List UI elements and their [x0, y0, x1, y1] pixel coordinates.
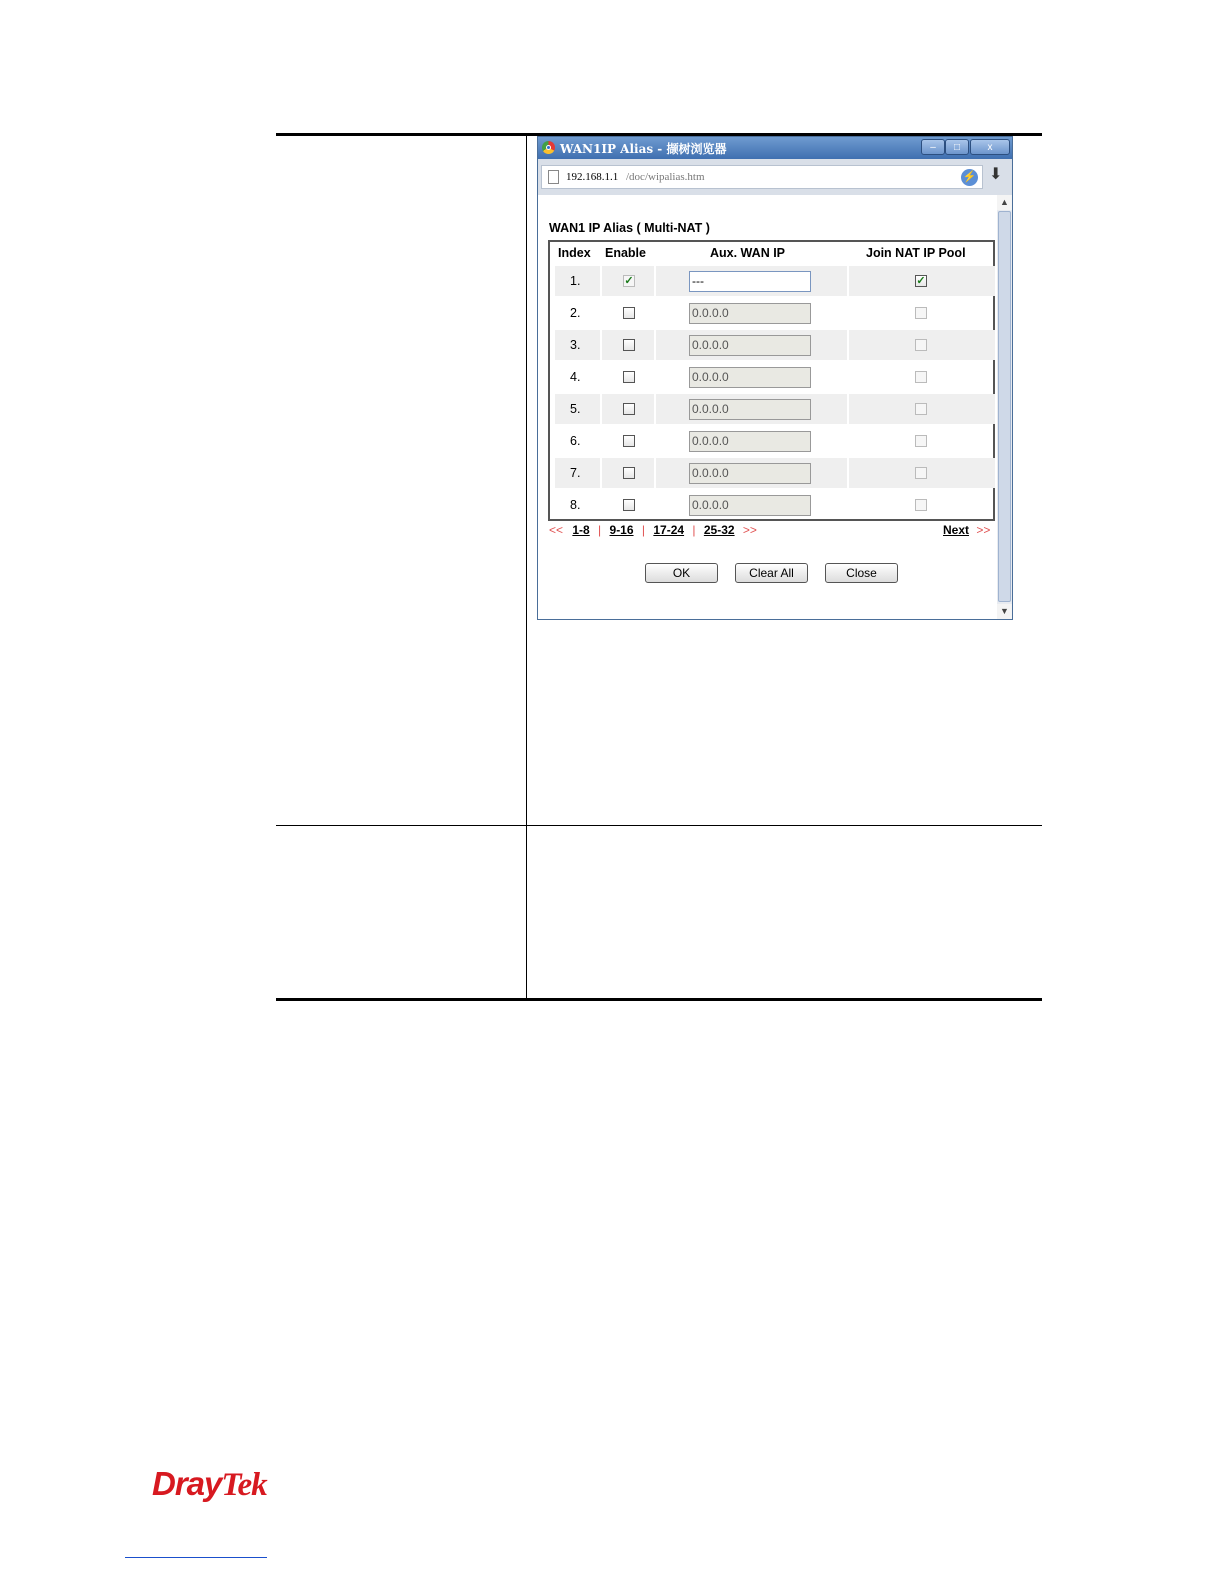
window-title: WAN1IP Alias - 撷树浏览器	[560, 142, 727, 156]
join-pool-cell	[849, 266, 995, 296]
page-title: WAN1 IP Alias ( Multi-NAT )	[549, 221, 710, 235]
pager-separator: |	[692, 523, 696, 537]
aux-wan-ip-input[interactable]: 0.0.0.0	[689, 431, 811, 452]
footer-link-underline	[125, 1557, 267, 1558]
row-index: 7.	[570, 466, 581, 480]
enable-cell	[602, 426, 654, 456]
row-index: 1.	[570, 274, 581, 288]
doc-table-bottom-rule	[276, 998, 1042, 1001]
index-cell	[555, 394, 600, 424]
enable-checkbox[interactable]	[623, 467, 635, 479]
page-content	[538, 195, 997, 619]
row-index: 8.	[570, 498, 581, 512]
header-enable: Enable	[605, 246, 646, 260]
join-pool-cell	[849, 490, 995, 520]
page-icon	[548, 170, 559, 184]
enable-checkbox[interactable]	[623, 403, 635, 415]
index-cell	[555, 362, 600, 392]
join-nat-pool-checkbox[interactable]	[915, 435, 927, 447]
join-pool-cell	[849, 394, 995, 424]
scroll-up-arrow-icon[interactable]: ▲	[997, 195, 1012, 210]
maximize-button[interactable]: □	[945, 139, 969, 155]
aux-wan-ip-cell	[656, 490, 847, 520]
index-cell	[555, 458, 600, 488]
doc-table-column-divider	[526, 136, 527, 998]
join-nat-pool-checkbox[interactable]: ✓	[916, 275, 926, 287]
join-pool-cell	[849, 330, 995, 360]
enable-cell	[602, 266, 654, 296]
index-cell	[555, 266, 600, 296]
next-arrow: >>	[976, 523, 991, 537]
page-link-9-16[interactable]: 9-16	[609, 523, 634, 537]
index-cell	[555, 298, 600, 328]
enable-cell	[602, 298, 654, 328]
url-path: /doc/wipalias.htm	[626, 171, 705, 183]
enable-checkbox: ✓	[624, 275, 634, 287]
pager-separator: |	[641, 523, 646, 537]
join-pool-cell	[849, 458, 995, 488]
aux-wan-ip-cell	[656, 362, 847, 392]
draytek-logo: DrayTek	[152, 1465, 267, 1503]
page-link-1-8[interactable]: 1-8	[572, 523, 590, 537]
ip-alias-table	[548, 240, 995, 521]
index-cell	[555, 330, 600, 360]
row-index: 4.	[570, 370, 581, 384]
join-pool-cell	[849, 298, 995, 328]
aux-wan-ip-input[interactable]: 0.0.0.0	[689, 399, 811, 420]
window-titlebar[interactable]	[538, 137, 1012, 159]
aux-wan-ip-input[interactable]: ---	[689, 271, 811, 292]
clear-all-button[interactable]: Clear All	[735, 563, 808, 583]
table-row	[555, 330, 988, 360]
extension-icon[interactable]: ⚡	[961, 169, 978, 186]
pager-more-arrow: >>	[742, 523, 757, 537]
join-nat-pool-checkbox[interactable]	[915, 339, 927, 351]
scrollbar-thumb[interactable]	[998, 211, 1011, 602]
url-field[interactable]	[541, 165, 983, 189]
pagination	[549, 523, 757, 537]
next-page-link[interactable]: Next	[943, 523, 970, 537]
aux-wan-ip-cell	[656, 394, 847, 424]
aux-wan-ip-input[interactable]: 0.0.0.0	[689, 463, 811, 484]
enable-cell	[602, 330, 654, 360]
pager-prev-arrow: <<	[549, 523, 564, 537]
join-pool-cell	[849, 362, 995, 392]
vertical-scrollbar[interactable]	[997, 195, 1012, 619]
aux-wan-ip-cell	[656, 426, 847, 456]
aux-wan-ip-cell	[656, 266, 847, 296]
table-row	[555, 426, 988, 456]
aux-wan-ip-cell	[656, 298, 847, 328]
header-aux-wan-ip: Aux. WAN IP	[710, 246, 786, 260]
enable-checkbox[interactable]	[623, 435, 635, 447]
table-row	[555, 298, 988, 328]
pager-next	[943, 523, 990, 537]
row-index: 2.	[570, 306, 581, 320]
download-icon[interactable]: ⬇	[989, 166, 1003, 183]
row-index: 6.	[570, 434, 581, 448]
row-index: 3.	[570, 338, 581, 352]
aux-wan-ip-input[interactable]: 0.0.0.0	[689, 495, 811, 516]
aux-wan-ip-input[interactable]: 0.0.0.0	[689, 335, 811, 356]
join-nat-pool-checkbox[interactable]	[915, 307, 927, 319]
header-join-nat-ip-pool: Join NAT IP Pool	[866, 246, 966, 260]
aux-wan-ip-cell	[656, 458, 847, 488]
url-host: 192.168.1.1	[566, 171, 619, 183]
index-cell	[555, 426, 600, 456]
enable-checkbox[interactable]	[623, 339, 635, 351]
table-row	[555, 490, 988, 520]
address-bar	[538, 159, 1012, 195]
join-nat-pool-checkbox[interactable]	[915, 371, 927, 383]
enable-cell	[602, 394, 654, 424]
join-nat-pool-checkbox[interactable]	[915, 467, 927, 479]
minimize-button[interactable]: –	[921, 139, 945, 155]
page-link-25-32[interactable]: 25-32	[703, 523, 735, 537]
table-row	[555, 394, 988, 424]
pager-separator: |	[598, 523, 602, 537]
close-button[interactable]: Close	[825, 563, 898, 583]
enable-checkbox[interactable]	[623, 499, 635, 511]
enable-checkbox[interactable]	[623, 307, 635, 319]
enable-checkbox[interactable]	[623, 371, 635, 383]
aux-wan-ip-cell	[656, 330, 847, 360]
index-cell	[555, 490, 600, 520]
browser-logo-icon	[542, 141, 555, 154]
enable-cell	[602, 458, 654, 488]
join-nat-pool-checkbox[interactable]	[915, 403, 927, 415]
enable-cell	[602, 490, 654, 520]
window-close-button[interactable]: x	[970, 139, 1010, 155]
join-pool-cell	[849, 426, 995, 456]
table-row	[555, 266, 988, 296]
enable-cell	[602, 362, 654, 392]
row-index: 5.	[570, 402, 581, 416]
join-nat-pool-checkbox[interactable]	[915, 499, 927, 511]
header-index: Index	[558, 246, 591, 260]
table-row	[555, 458, 988, 488]
wan-ip-alias-window	[537, 136, 1013, 620]
ok-button[interactable]: OK	[645, 563, 718, 583]
table-row	[555, 362, 988, 392]
aux-wan-ip-input[interactable]: 0.0.0.0	[689, 303, 811, 324]
page-link-17-24[interactable]: 17-24	[653, 523, 685, 537]
doc-table-row-divider	[276, 825, 1042, 826]
aux-wan-ip-input[interactable]: 0.0.0.0	[689, 367, 811, 388]
scroll-down-arrow-icon[interactable]: ▼	[997, 604, 1012, 619]
